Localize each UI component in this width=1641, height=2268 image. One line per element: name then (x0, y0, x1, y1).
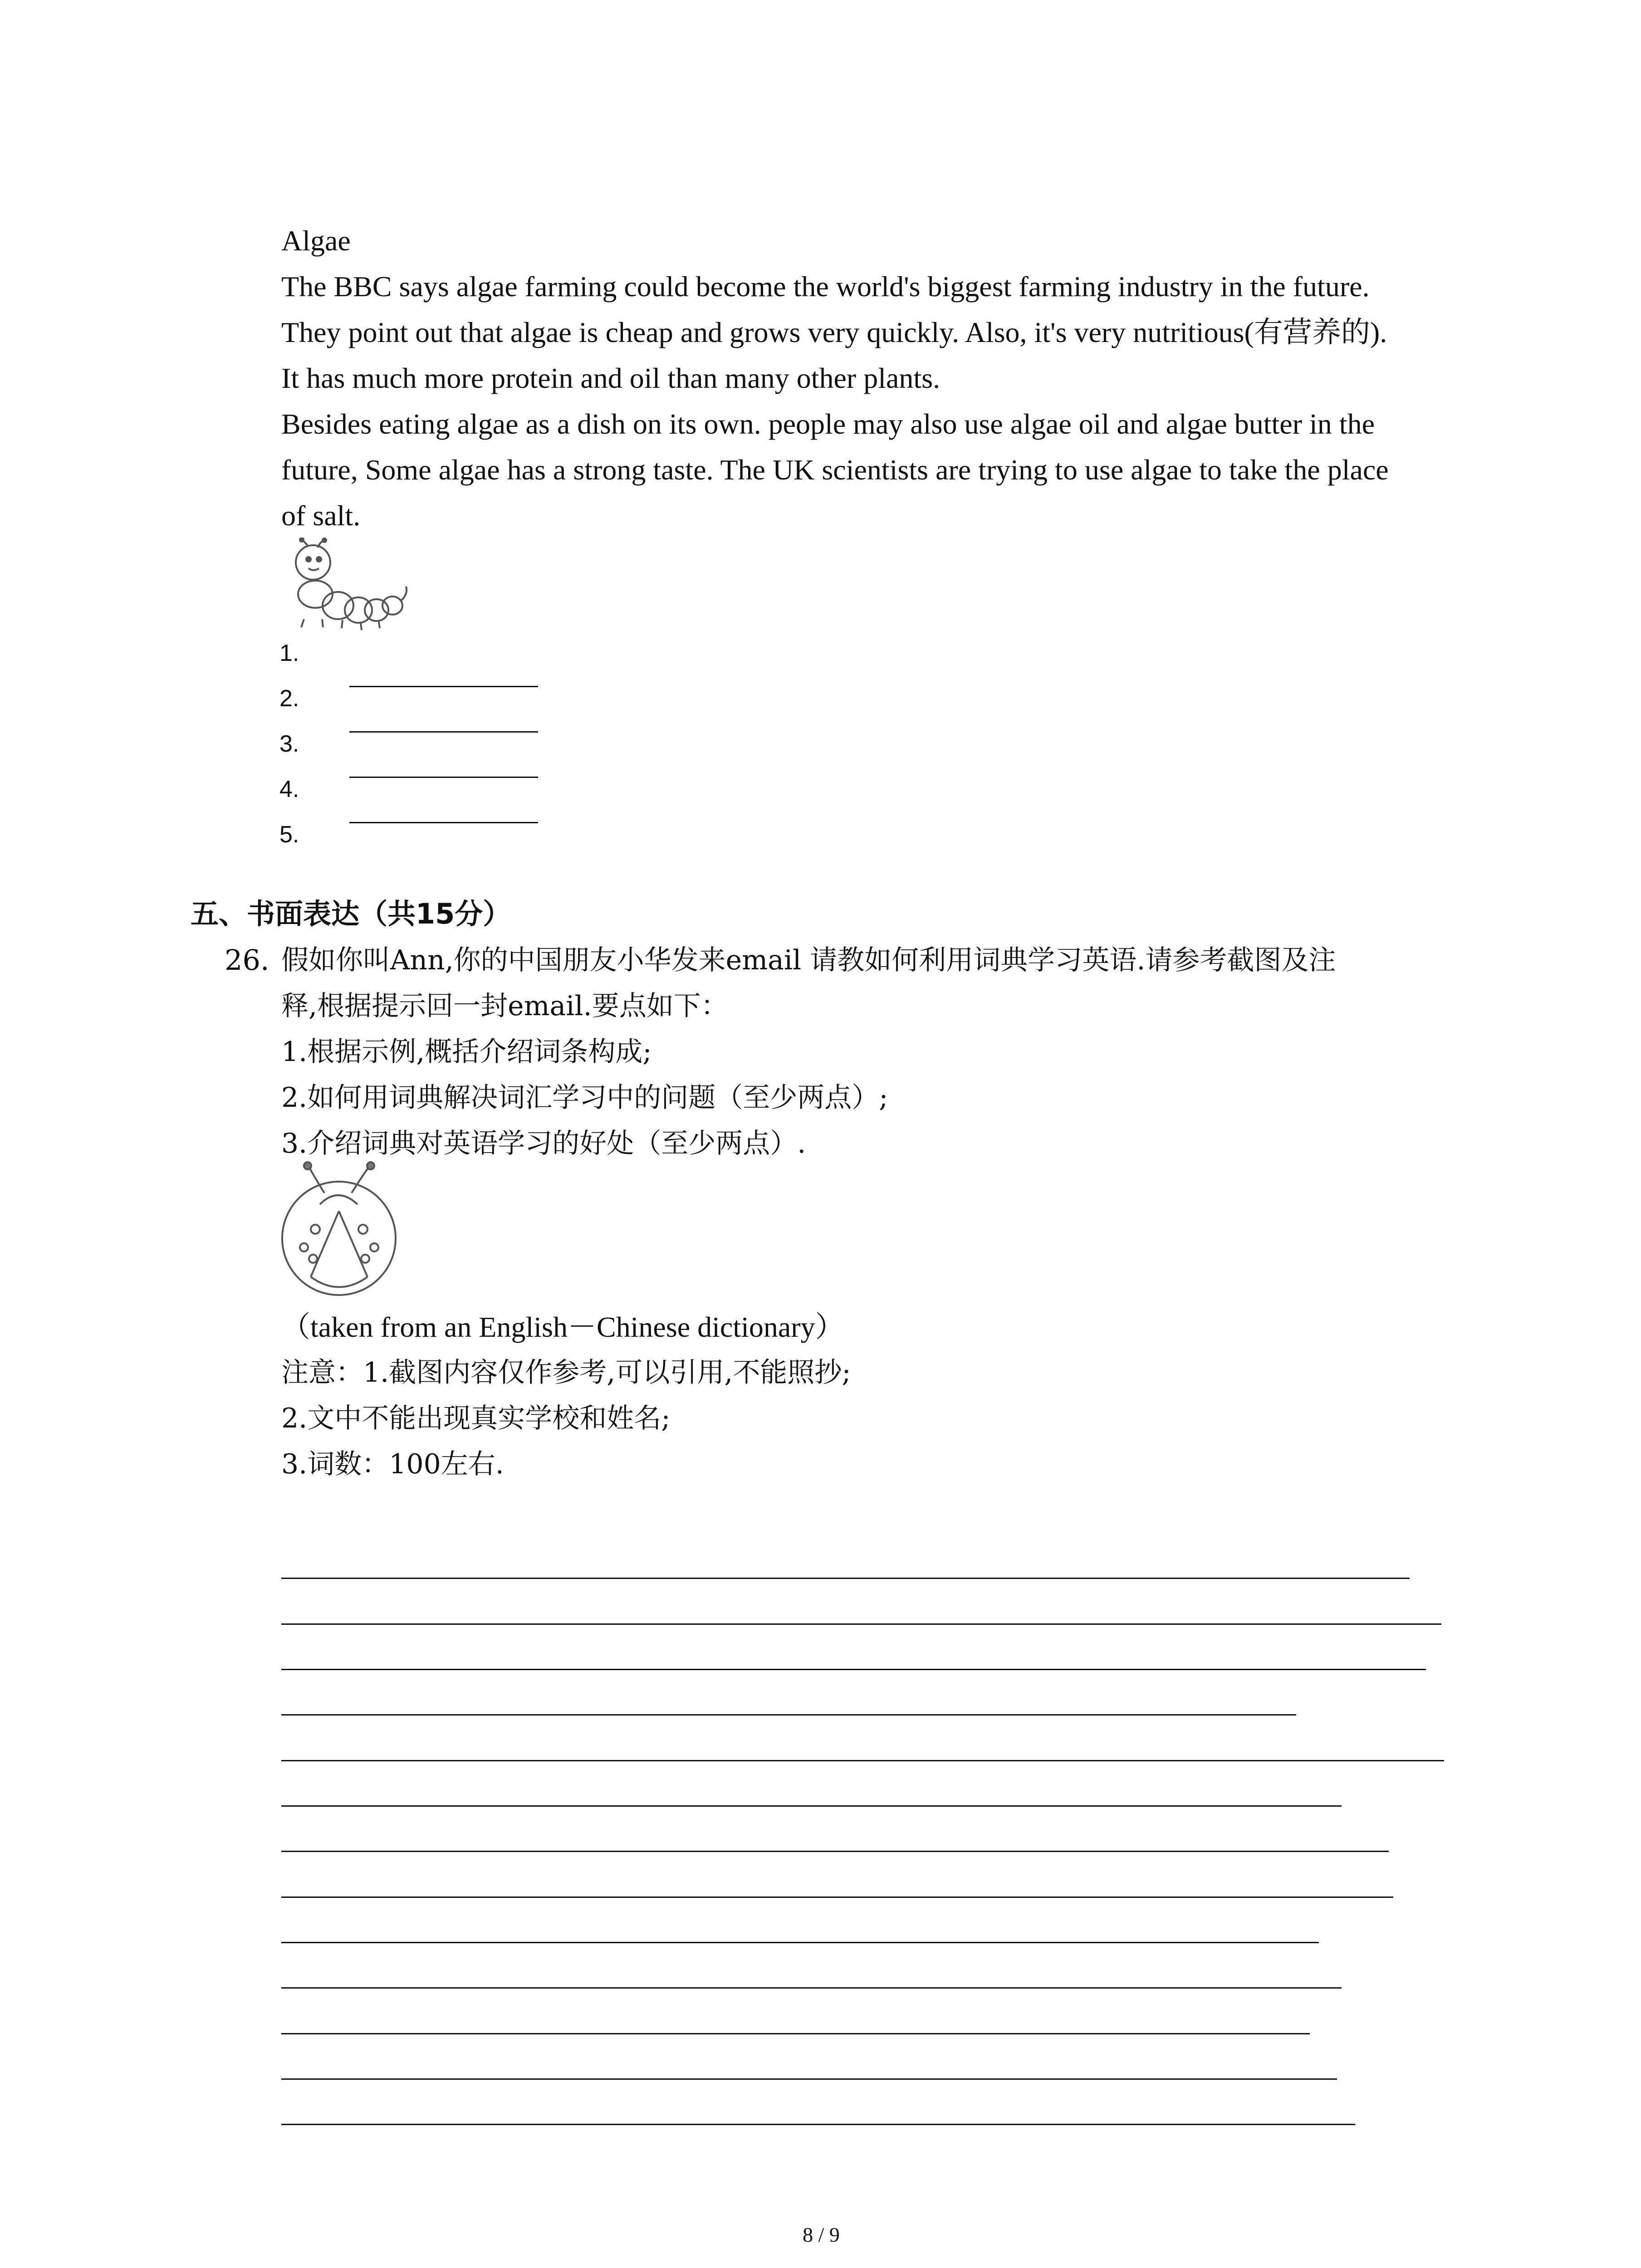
writing-line[interactable] (281, 1987, 1342, 1989)
answer-blank[interactable] (349, 822, 538, 823)
note-line: 注意：1.截图内容仅作参考,可以引用,不能照抄; (281, 1357, 851, 1388)
note-line: 3.词数：100左右. (281, 1448, 504, 1480)
writing-line[interactable] (281, 1897, 1393, 1898)
requirement-point: 3.介绍词典对英语学习的好处（至少两点）. (281, 1128, 806, 1159)
writing-line[interactable] (281, 1623, 1441, 1625)
answer-number: 4. (279, 776, 299, 802)
answer-number: 3. (279, 731, 299, 757)
prompt-line: 释,根据提示回一封email.要点如下： (281, 990, 728, 1022)
page-number: 8 / 9 (803, 2223, 840, 2246)
answer-blank[interactable] (349, 777, 538, 778)
answer-number: 5. (279, 821, 299, 848)
writing-line[interactable] (281, 1714, 1296, 1716)
writing-line[interactable] (281, 2078, 1337, 2080)
answer-blank[interactable] (349, 731, 538, 733)
dictionary-caption: （taken from an English－Chinese dictionary） (281, 1311, 844, 1343)
writing-line[interactable] (281, 2124, 1355, 2125)
question-prompt (281, 938, 1336, 1167)
writing-line[interactable] (281, 2033, 1310, 2034)
passage-line: Besides eating algae as a dish on its own. people may also use algae oil and algae butter in the (281, 408, 1375, 440)
passage-title: Algae (281, 225, 351, 257)
requirement-point: 1.根据示例,概括介绍词条构成; (281, 1036, 652, 1068)
answer-number: 1. (279, 640, 299, 666)
notes-block (281, 1304, 851, 1487)
reading-passage (281, 218, 1389, 538)
answer-number: 2. (279, 685, 299, 712)
question-number: 26. (225, 943, 269, 977)
passage-line: of salt. (281, 499, 361, 532)
prompt-line: 假如你叫Ann,你的中国朋友小华发来email 请教如何利用词典学习英语.请参考截图及注 (281, 944, 1336, 976)
writing-line[interactable] (281, 1669, 1426, 1670)
requirement-point: 2.如何用词典解决词汇学习中的问题（至少两点）; (281, 1082, 888, 1114)
writing-line[interactable] (281, 1760, 1444, 1761)
caterpillar-illustration (284, 538, 415, 637)
ladybug-illustration (277, 1161, 402, 1297)
section-heading: 五、书面表达（共15分） (191, 897, 511, 930)
passage-line: They point out that algae is cheap and grows very quickly. Also, it's very nutritious(有营养的). (281, 316, 1387, 348)
passage-line: future, Some algae has a strong taste. The UK scientists are trying to use algae to take the place (281, 454, 1389, 486)
answer-blank[interactable] (349, 686, 538, 687)
writing-line[interactable] (281, 1851, 1389, 1852)
passage-line: The BBC says algae farming could become the world's biggest farming industry in the future. (281, 270, 1370, 303)
passage-line: It has much more protein and oil than many other plants. (281, 362, 941, 394)
writing-line[interactable] (281, 1942, 1319, 1943)
note-line: 2.文中不能出现真实学校和姓名; (281, 1403, 671, 1434)
writing-line[interactable] (281, 1578, 1410, 1579)
writing-line[interactable] (281, 1805, 1342, 1807)
